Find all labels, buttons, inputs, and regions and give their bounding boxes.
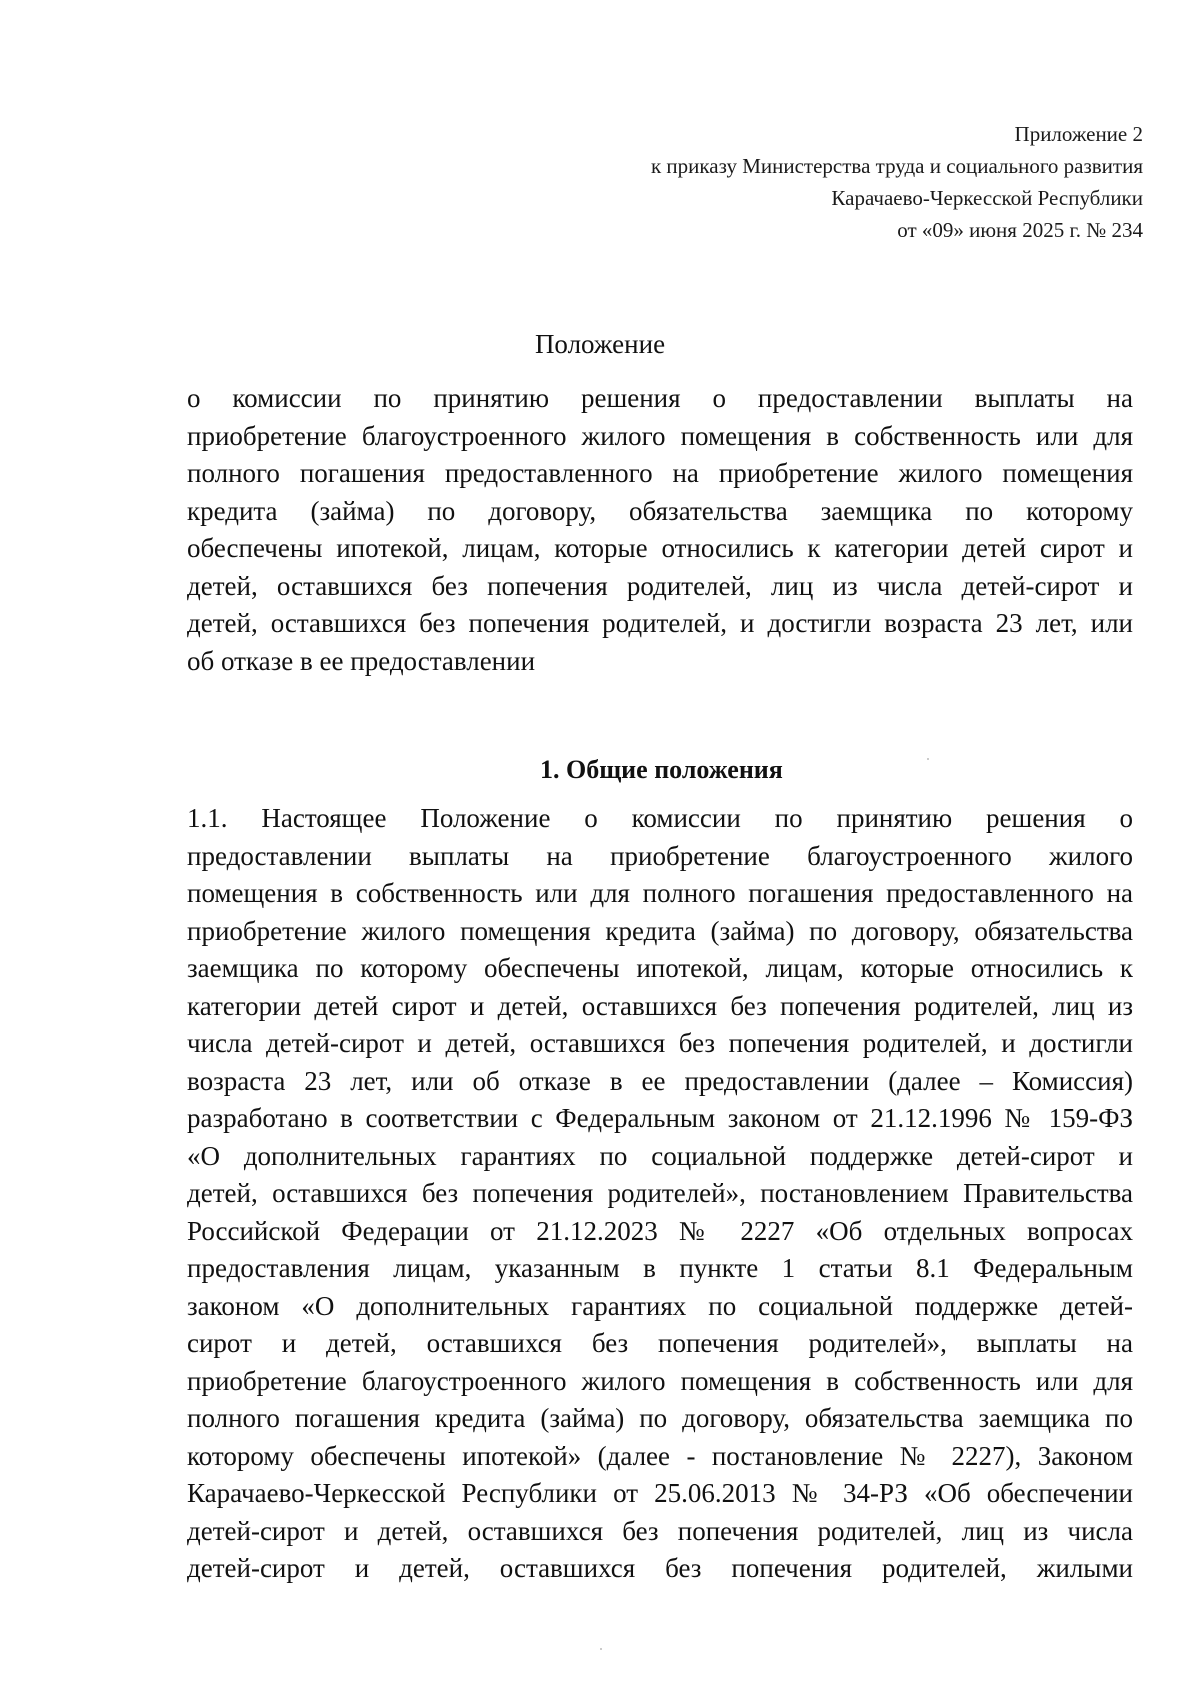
section-body [187, 800, 1133, 1588]
body-line: приобретение жилого помещения кредита (займа) по договору, обязательства [187, 915, 1133, 946]
body-line: категории детей сирот и детей, оставшихся без попечения родителей, лиц из [187, 990, 1133, 1021]
scan-speck [927, 758, 929, 760]
body-line: которому обеспечены ипотекой» (далее - постановление № 2227), Законом [187, 1440, 1133, 1471]
subtitle-line: полного погашения предоставленного на приобретение жилого помещения [187, 458, 1133, 488]
body-line: детей, оставшихся без попечения родителей», постановлением Правительства [187, 1178, 1133, 1208]
scan-speck [600, 1648, 602, 1650]
document-title: Положение [534, 329, 666, 359]
body-line: приобретение благоустроенного жилого помещения в собственность или для [187, 1365, 1133, 1396]
body-line: числа детей-сирот и детей, оставшихся без попечения родителей, и достигли [187, 1028, 1133, 1058]
subtitle-line: детей, оставшихся без попечения родителей, и достигли возраста 23 лет, или [187, 608, 1133, 638]
subtitle-line: об отказе в ее предоставлении [187, 645, 536, 676]
document-subtitle [187, 380, 1133, 680]
body-line: разработано в соответствии с Федеральным законом от 21.12.1996 № 159-ФЗ [187, 1103, 1133, 1133]
body-line: детей-сирот и детей, оставшихся без попечения родителей, лиц из числа [187, 1515, 1133, 1546]
body-line: полного погашения кредита (займа) по договору, обязательства заемщика по [187, 1403, 1133, 1433]
subtitle-line: обеспечены ипотекой, лицам, которые относились к категории детей сирот и [187, 533, 1133, 563]
body-line: Российской Федерации от 21.12.2023 № 2227 «Об отдельных вопросах [187, 1215, 1133, 1246]
body-line: возраста 23 лет, или об отказе в ее предоставлении (далее – Комиссия) [187, 1065, 1133, 1096]
body-line: предоставлении выплаты на приобретение благоустроенного жилого [187, 840, 1133, 871]
body-line: помещения в собственность или для полного погашения предоставленного на [187, 878, 1133, 908]
body-line: «О дополнительных гарантиях по социальной поддержке детей-сирот и [187, 1140, 1133, 1171]
appendix-number: Приложение 2 [1014, 122, 1143, 146]
body-line: заемщика по которому обеспечены ипотекой, лицам, которые относились к [187, 953, 1133, 983]
subtitle-line: кредита (займа) по договору, обязательства заемщика по которому [187, 495, 1133, 526]
body-line: законом «О дополнительных гарантиях по социальной поддержке детей- [187, 1290, 1133, 1321]
appendix-date: от «09» июня 2025 г. № 234 [897, 218, 1143, 242]
body-line: детей-сирот и детей, оставшихся без попечения родителей, жилыми [187, 1553, 1133, 1583]
body-line: 1.1. Настоящее Положение о комиссии по принятию решения о [187, 803, 1133, 833]
subtitle-line: детей, оставшихся без попечения родителей, лиц из числа детей-сирот и [187, 570, 1133, 601]
body-line: сирот и детей, оставшихся без попечения родителей», выплаты на [187, 1328, 1133, 1358]
appendix-republic: Карачаево-Черкесской Республики [831, 186, 1143, 210]
appendix-block [443, 118, 1143, 246]
subtitle-line: о комиссии по принятию решения о предоставлении выплаты на [187, 383, 1133, 413]
body-line: предоставления лицам, указанным в пункте 1 статьи 8.1 Федеральным [187, 1253, 1133, 1283]
subtitle-line: приобретение благоустроенного жилого помещения в собственность или для [187, 420, 1133, 451]
body-line: Карачаево-Черкесской Республики от 25.06.2013 № 34-РЗ «Об обеспечении [187, 1478, 1133, 1508]
appendix-order-ref: к приказу Министерства труда и социального развития [650, 154, 1143, 178]
section-heading: 1. Общие положения [540, 755, 783, 784]
